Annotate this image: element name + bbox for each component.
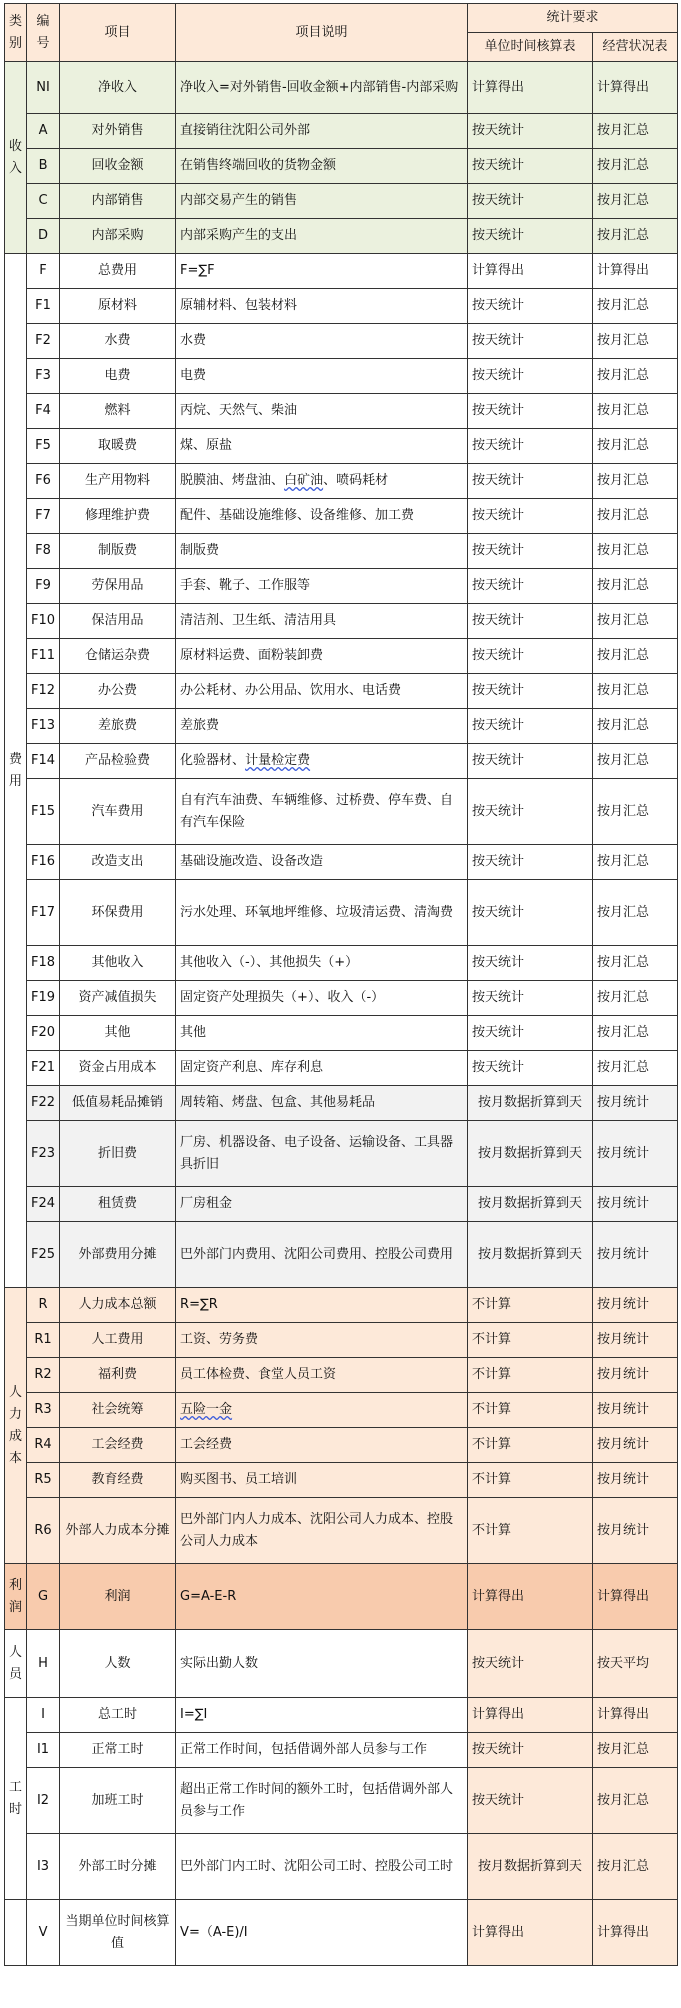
row-item: 改造支出 (60, 845, 176, 880)
row-operation-req: 按月汇总 (593, 1016, 678, 1051)
row-unit-time-req: 按天统计 (468, 359, 593, 394)
row-operation-req: 按月统计 (593, 1222, 678, 1288)
row-code: F18 (27, 946, 60, 981)
row-unit-time-req: 按天统计 (468, 289, 593, 324)
row-unit-time-req: 不计算 (468, 1288, 593, 1323)
row-operation-req: 按月汇总 (593, 219, 678, 254)
table-row (5, 1498, 678, 1564)
table-row (5, 1428, 678, 1463)
row-code: F13 (27, 709, 60, 744)
header-operation-table: 经营状况表 (593, 33, 678, 62)
header-item: 项目 (60, 4, 176, 62)
row-unit-time-req: 计算得出 (468, 1698, 593, 1733)
row-code: F2 (27, 324, 60, 359)
row-unit-time-req: 按天统计 (468, 845, 593, 880)
table-row (5, 499, 678, 534)
row-code: I3 (27, 1834, 60, 1900)
row-item: 电费 (60, 359, 176, 394)
table-row (5, 254, 678, 289)
row-code: F23 (27, 1121, 60, 1187)
row-code: B (27, 149, 60, 184)
row-unit-time-req: 按天统计 (468, 981, 593, 1016)
group-staff: 人员 (5, 1630, 27, 1698)
row-description: F=∑F (176, 254, 468, 289)
row-description: 办公耗材、办公用品、饮用水、电话费 (176, 674, 468, 709)
group-profit: 利润 (5, 1564, 27, 1630)
row-unit-time-req: 不计算 (468, 1393, 593, 1428)
row-code: V (27, 1900, 60, 1966)
table-row (5, 324, 678, 359)
row-unit-time-req: 按月数据折算到天 (468, 1834, 593, 1900)
row-description: 工会经费 (176, 1428, 468, 1463)
row-operation-req: 按月汇总 (593, 149, 678, 184)
row-code: F3 (27, 359, 60, 394)
row-code: F14 (27, 744, 60, 779)
group-income: 收入 (5, 62, 27, 254)
row-description: 水费 (176, 324, 468, 359)
row-item: 生产用物料 (60, 464, 176, 499)
row-item: 保洁用品 (60, 604, 176, 639)
table-row (5, 1051, 678, 1086)
header-description: 项目说明 (176, 4, 468, 62)
table-row (5, 1834, 678, 1900)
row-description: V=（A-E)/I (176, 1900, 468, 1966)
row-operation-req: 按月汇总 (593, 394, 678, 429)
table-row (5, 1733, 678, 1768)
row-unit-time-req: 按天统计 (468, 1630, 593, 1698)
row-unit-time-req: 按天统计 (468, 394, 593, 429)
group-hours: 工时 (5, 1698, 27, 1900)
group-empty (5, 1900, 27, 1966)
table-row (5, 464, 678, 499)
row-description: 固定资产利息、库存利息 (176, 1051, 468, 1086)
row-operation-req: 按月统计 (593, 1323, 678, 1358)
row-item: 汽车费用 (60, 779, 176, 845)
row-unit-time-req: 按天统计 (468, 1768, 593, 1834)
row-unit-time-req: 按天统计 (468, 499, 593, 534)
row-operation-req: 按月汇总 (593, 880, 678, 946)
row-item: 教育经费 (60, 1463, 176, 1498)
row-unit-time-req: 计算得出 (468, 62, 593, 114)
row-description: 基础设施改造、设备改造 (176, 845, 468, 880)
description-text: 、喷码耗材 (323, 473, 389, 488)
row-description: G=A-E-R (176, 1564, 468, 1630)
row-code: G (27, 1564, 60, 1630)
row-unit-time-req: 按月数据折算到天 (468, 1187, 593, 1222)
row-item: 取暖费 (60, 429, 176, 464)
row-operation-req: 按月统计 (593, 1288, 678, 1323)
row-item: 当期单位时间核算值 (60, 1900, 176, 1966)
table-row (5, 1121, 678, 1187)
table-row (5, 744, 678, 779)
row-description: 超出正常工作时间的额外工时，包括借调外部人员参与工作 (176, 1768, 468, 1834)
row-code: R2 (27, 1358, 60, 1393)
row-item: 劳保用品 (60, 569, 176, 604)
row-item: 差旅费 (60, 709, 176, 744)
table-row (5, 779, 678, 845)
row-description: 电费 (176, 359, 468, 394)
row-item: 人力成本总额 (60, 1288, 176, 1323)
row-item: 办公费 (60, 674, 176, 709)
table-row (5, 534, 678, 569)
row-description: 煤、原盐 (176, 429, 468, 464)
row-unit-time-req: 按天统计 (468, 1733, 593, 1768)
row-operation-req: 按月汇总 (593, 464, 678, 499)
row-unit-time-req: 不计算 (468, 1323, 593, 1358)
table-row (5, 1323, 678, 1358)
row-operation-req: 按月汇总 (593, 324, 678, 359)
row-operation-req: 按月汇总 (593, 1733, 678, 1768)
row-description: I=∑I (176, 1698, 468, 1733)
row-code: F10 (27, 604, 60, 639)
row-unit-time-req: 按天统计 (468, 114, 593, 149)
row-item: 内部采购 (60, 219, 176, 254)
table-row (5, 639, 678, 674)
row-code: R3 (27, 1393, 60, 1428)
table-row (5, 1358, 678, 1393)
row-description: 其他 (176, 1016, 468, 1051)
row-unit-time-req: 按天统计 (468, 219, 593, 254)
row-description: 配件、基础设施维修、设备维修、加工费 (176, 499, 468, 534)
row-item: 加班工时 (60, 1768, 176, 1834)
table-row (5, 709, 678, 744)
row-code: R5 (27, 1463, 60, 1498)
row-item: 外部费用分摊 (60, 1222, 176, 1288)
row-operation-req: 按月汇总 (593, 1051, 678, 1086)
table-row (5, 114, 678, 149)
row-unit-time-req: 按天统计 (468, 744, 593, 779)
row-operation-req: 按月汇总 (593, 359, 678, 394)
row-description: 直接销往沈阳公司外部 (176, 114, 468, 149)
row-operation-req: 按月统计 (593, 1086, 678, 1121)
row-unit-time-req: 按天统计 (468, 149, 593, 184)
description-text: 化验器材、 (180, 753, 246, 768)
row-item: 环保费用 (60, 880, 176, 946)
row-item: 总费用 (60, 254, 176, 289)
row-operation-req: 按月统计 (593, 1463, 678, 1498)
row-operation-req: 按月统计 (593, 1187, 678, 1222)
row-description: 内部交易产生的销售 (176, 184, 468, 219)
row-item: 其他收入 (60, 946, 176, 981)
row-unit-time-req: 按天统计 (468, 639, 593, 674)
row-code: F21 (27, 1051, 60, 1086)
table-row (5, 1288, 678, 1323)
row-unit-time-req: 按天统计 (468, 1016, 593, 1051)
row-unit-time-req: 计算得出 (468, 1564, 593, 1630)
row-item: 正常工时 (60, 1733, 176, 1768)
row-operation-req: 按月汇总 (593, 499, 678, 534)
statistics-table (4, 3, 678, 1966)
header-stat-requirements: 统计要求 (468, 4, 678, 33)
row-operation-req: 按月汇总 (593, 845, 678, 880)
row-item: 水费 (60, 324, 176, 359)
row-code: F22 (27, 1086, 60, 1121)
row-operation-req: 按月汇总 (593, 946, 678, 981)
row-description: 制版费 (176, 534, 468, 569)
row-operation-req: 按月统计 (593, 1393, 678, 1428)
row-unit-time-req: 按天统计 (468, 604, 593, 639)
row-operation-req: 按天平均 (593, 1630, 678, 1698)
row-description: 巴外部门内人力成本、沈阳公司人力成本、控股公司人力成本 (176, 1498, 468, 1564)
row-description: 净收入=对外销售-回收金额+内部销售-内部采购 (176, 62, 468, 114)
row-code: F11 (27, 639, 60, 674)
row-operation-req: 按月汇总 (593, 429, 678, 464)
row-description (176, 1393, 468, 1428)
table-row (5, 219, 678, 254)
row-code: I2 (27, 1768, 60, 1834)
row-description: 原辅材料、包装材料 (176, 289, 468, 324)
row-operation-req: 按月汇总 (593, 1834, 678, 1900)
row-code: I (27, 1698, 60, 1733)
row-operation-req: 按月汇总 (593, 639, 678, 674)
row-operation-req: 按月汇总 (593, 674, 678, 709)
row-unit-time-req: 按天统计 (468, 324, 593, 359)
spellcheck-underlined-text: 计量检定费 (245, 753, 311, 768)
row-item: 人工费用 (60, 1323, 176, 1358)
row-item: 总工时 (60, 1698, 176, 1733)
row-operation-req: 计算得出 (593, 254, 678, 289)
row-unit-time-req: 按天统计 (468, 184, 593, 219)
table-row (5, 394, 678, 429)
row-description (176, 464, 468, 499)
table-row (5, 880, 678, 946)
row-code: F25 (27, 1222, 60, 1288)
row-code: D (27, 219, 60, 254)
row-item: 外部人力成本分摊 (60, 1498, 176, 1564)
row-description: 其他收入（-）、其他损失（+） (176, 946, 468, 981)
row-item: 原材料 (60, 289, 176, 324)
table-row (5, 569, 678, 604)
row-unit-time-req: 按天统计 (468, 946, 593, 981)
row-unit-time-req: 不计算 (468, 1358, 593, 1393)
table-row (5, 674, 678, 709)
row-code: R (27, 1288, 60, 1323)
table-row (5, 289, 678, 324)
row-item: 资产减值损失 (60, 981, 176, 1016)
row-code: F15 (27, 779, 60, 845)
row-item: 内部销售 (60, 184, 176, 219)
row-operation-req: 按月汇总 (593, 709, 678, 744)
row-code: R4 (27, 1428, 60, 1463)
row-unit-time-req: 按天统计 (468, 1051, 593, 1086)
row-description: 工资、劳务费 (176, 1323, 468, 1358)
description-text: 脱膜油、烤盘油、 (180, 473, 285, 488)
row-unit-time-req: 按天统计 (468, 779, 593, 845)
table-row (5, 1564, 678, 1630)
table-row (5, 1086, 678, 1121)
row-operation-req: 按月统计 (593, 1428, 678, 1463)
row-code: F4 (27, 394, 60, 429)
row-unit-time-req: 按天统计 (468, 709, 593, 744)
header-unit-time-table: 单位时间核算表 (468, 33, 593, 62)
row-description: 丙烷、天然气、柴油 (176, 394, 468, 429)
row-description: 巴外部门内工时、沈阳公司工时、控股公司工时 (176, 1834, 468, 1900)
table-row (5, 429, 678, 464)
table-row (5, 1900, 678, 1966)
row-unit-time-req: 按月数据折算到天 (468, 1222, 593, 1288)
row-item: 社会统筹 (60, 1393, 176, 1428)
row-code: R1 (27, 1323, 60, 1358)
row-unit-time-req: 计算得出 (468, 254, 593, 289)
row-unit-time-req: 按天统计 (468, 464, 593, 499)
row-item: 对外销售 (60, 114, 176, 149)
row-operation-req: 计算得出 (593, 1698, 678, 1733)
row-description: 巴外部门内费用、沈阳公司费用、控股公司费用 (176, 1222, 468, 1288)
row-item: 产品检验费 (60, 744, 176, 779)
row-item: 租赁费 (60, 1187, 176, 1222)
row-unit-time-req: 按天统计 (468, 880, 593, 946)
row-code: F20 (27, 1016, 60, 1051)
row-code: H (27, 1630, 60, 1698)
row-operation-req: 计算得出 (593, 1900, 678, 1966)
row-code: F1 (27, 289, 60, 324)
row-description (176, 744, 468, 779)
row-operation-req: 按月汇总 (593, 604, 678, 639)
table-row (5, 604, 678, 639)
header-category: 类别 (5, 4, 27, 62)
row-item: 低值易耗品摊销 (60, 1086, 176, 1121)
row-description: 原材料运费、面粉装卸费 (176, 639, 468, 674)
row-code: F6 (27, 464, 60, 499)
row-operation-req: 按月汇总 (593, 744, 678, 779)
row-operation-req: 按月统计 (593, 1358, 678, 1393)
table-row (5, 149, 678, 184)
row-item: 利润 (60, 1564, 176, 1630)
row-description: 实际出勤人数 (176, 1630, 468, 1698)
row-code: R6 (27, 1498, 60, 1564)
row-description: 手套、靴子、工作服等 (176, 569, 468, 604)
row-code: C (27, 184, 60, 219)
row-code: F9 (27, 569, 60, 604)
group-expense: 费用 (5, 254, 27, 1288)
row-unit-time-req: 按天统计 (468, 569, 593, 604)
row-code: F19 (27, 981, 60, 1016)
table-row (5, 1393, 678, 1428)
row-operation-req: 按月统计 (593, 1498, 678, 1564)
row-unit-time-req: 按天统计 (468, 674, 593, 709)
row-code: F5 (27, 429, 60, 464)
row-description: 厂房、机器设备、电子设备、运输设备、工具器具折旧 (176, 1121, 468, 1187)
row-item: 福利费 (60, 1358, 176, 1393)
table-row (5, 1463, 678, 1498)
row-description: 厂房租金 (176, 1187, 468, 1222)
table-row (5, 1016, 678, 1051)
row-operation-req: 计算得出 (593, 1564, 678, 1630)
header-code: 编号 (27, 4, 60, 62)
row-description: 固定资产处理损失（+）、收入（-） (176, 981, 468, 1016)
row-code: I1 (27, 1733, 60, 1768)
row-item: 净收入 (60, 62, 176, 114)
row-description: 内部采购产生的支出 (176, 219, 468, 254)
table-row (5, 845, 678, 880)
row-description: 员工体检费、食堂人员工资 (176, 1358, 468, 1393)
row-item: 修理维护费 (60, 499, 176, 534)
row-unit-time-req: 按天统计 (468, 534, 593, 569)
row-operation-req: 按月汇总 (593, 779, 678, 845)
row-item: 折旧费 (60, 1121, 176, 1187)
table-row (5, 359, 678, 394)
row-code: F (27, 254, 60, 289)
row-operation-req: 按月汇总 (593, 184, 678, 219)
row-item: 回收金额 (60, 149, 176, 184)
row-description: 清洁剂、卫生纸、清洁用具 (176, 604, 468, 639)
table-row (5, 1187, 678, 1222)
row-operation-req: 按月统计 (593, 1121, 678, 1187)
row-unit-time-req: 不计算 (468, 1428, 593, 1463)
row-unit-time-req: 计算得出 (468, 1900, 593, 1966)
row-unit-time-req: 按月数据折算到天 (468, 1086, 593, 1121)
row-code: F24 (27, 1187, 60, 1222)
row-description: 差旅费 (176, 709, 468, 744)
row-operation-req: 按月汇总 (593, 534, 678, 569)
row-operation-req: 按月汇总 (593, 114, 678, 149)
table-row (5, 1768, 678, 1834)
row-item: 制版费 (60, 534, 176, 569)
row-item: 其他 (60, 1016, 176, 1051)
row-description: 正常工作时间，包括借调外部人员参与工作 (176, 1733, 468, 1768)
row-item: 外部工时分摊 (60, 1834, 176, 1900)
row-operation-req: 按月汇总 (593, 1768, 678, 1834)
row-unit-time-req: 按月数据折算到天 (468, 1121, 593, 1187)
row-item: 工会经费 (60, 1428, 176, 1463)
row-code: F8 (27, 534, 60, 569)
table-row (5, 184, 678, 219)
row-item: 资金占用成本 (60, 1051, 176, 1086)
row-item: 燃料 (60, 394, 176, 429)
row-description: 购买图书、员工培训 (176, 1463, 468, 1498)
table-row (5, 981, 678, 1016)
row-code: F7 (27, 499, 60, 534)
table-row (5, 1222, 678, 1288)
row-description: 自有汽车油费、车辆维修、过桥费、停车费、自有汽车保险 (176, 779, 468, 845)
row-code: F17 (27, 880, 60, 946)
row-unit-time-req: 按天统计 (468, 429, 593, 464)
row-description: 污水处理、环氧地坪维修、垃圾清运费、清淘费 (176, 880, 468, 946)
table-row (5, 62, 678, 114)
spellcheck-underlined-text: 五险一金 (180, 1402, 233, 1417)
row-operation-req: 按月汇总 (593, 569, 678, 604)
row-code: NI (27, 62, 60, 114)
group-labor: 人力成本 (5, 1288, 27, 1564)
row-unit-time-req: 不计算 (468, 1463, 593, 1498)
row-operation-req: 按月汇总 (593, 289, 678, 324)
spellcheck-underlined-text: 白矿油 (284, 473, 324, 488)
row-item: 人数 (60, 1630, 176, 1698)
row-code: A (27, 114, 60, 149)
row-code: F16 (27, 845, 60, 880)
table-row (5, 1698, 678, 1733)
row-unit-time-req: 不计算 (468, 1498, 593, 1564)
row-description: R=∑R (176, 1288, 468, 1323)
row-operation-req: 计算得出 (593, 62, 678, 114)
row-description: 在销售终端回收的货物金额 (176, 149, 468, 184)
table-row (5, 1630, 678, 1698)
row-description: 周转箱、烤盘、包盒、其他易耗品 (176, 1086, 468, 1121)
table-row (5, 946, 678, 981)
row-operation-req: 按月汇总 (593, 981, 678, 1016)
row-item: 仓储运杂费 (60, 639, 176, 674)
row-code: F12 (27, 674, 60, 709)
